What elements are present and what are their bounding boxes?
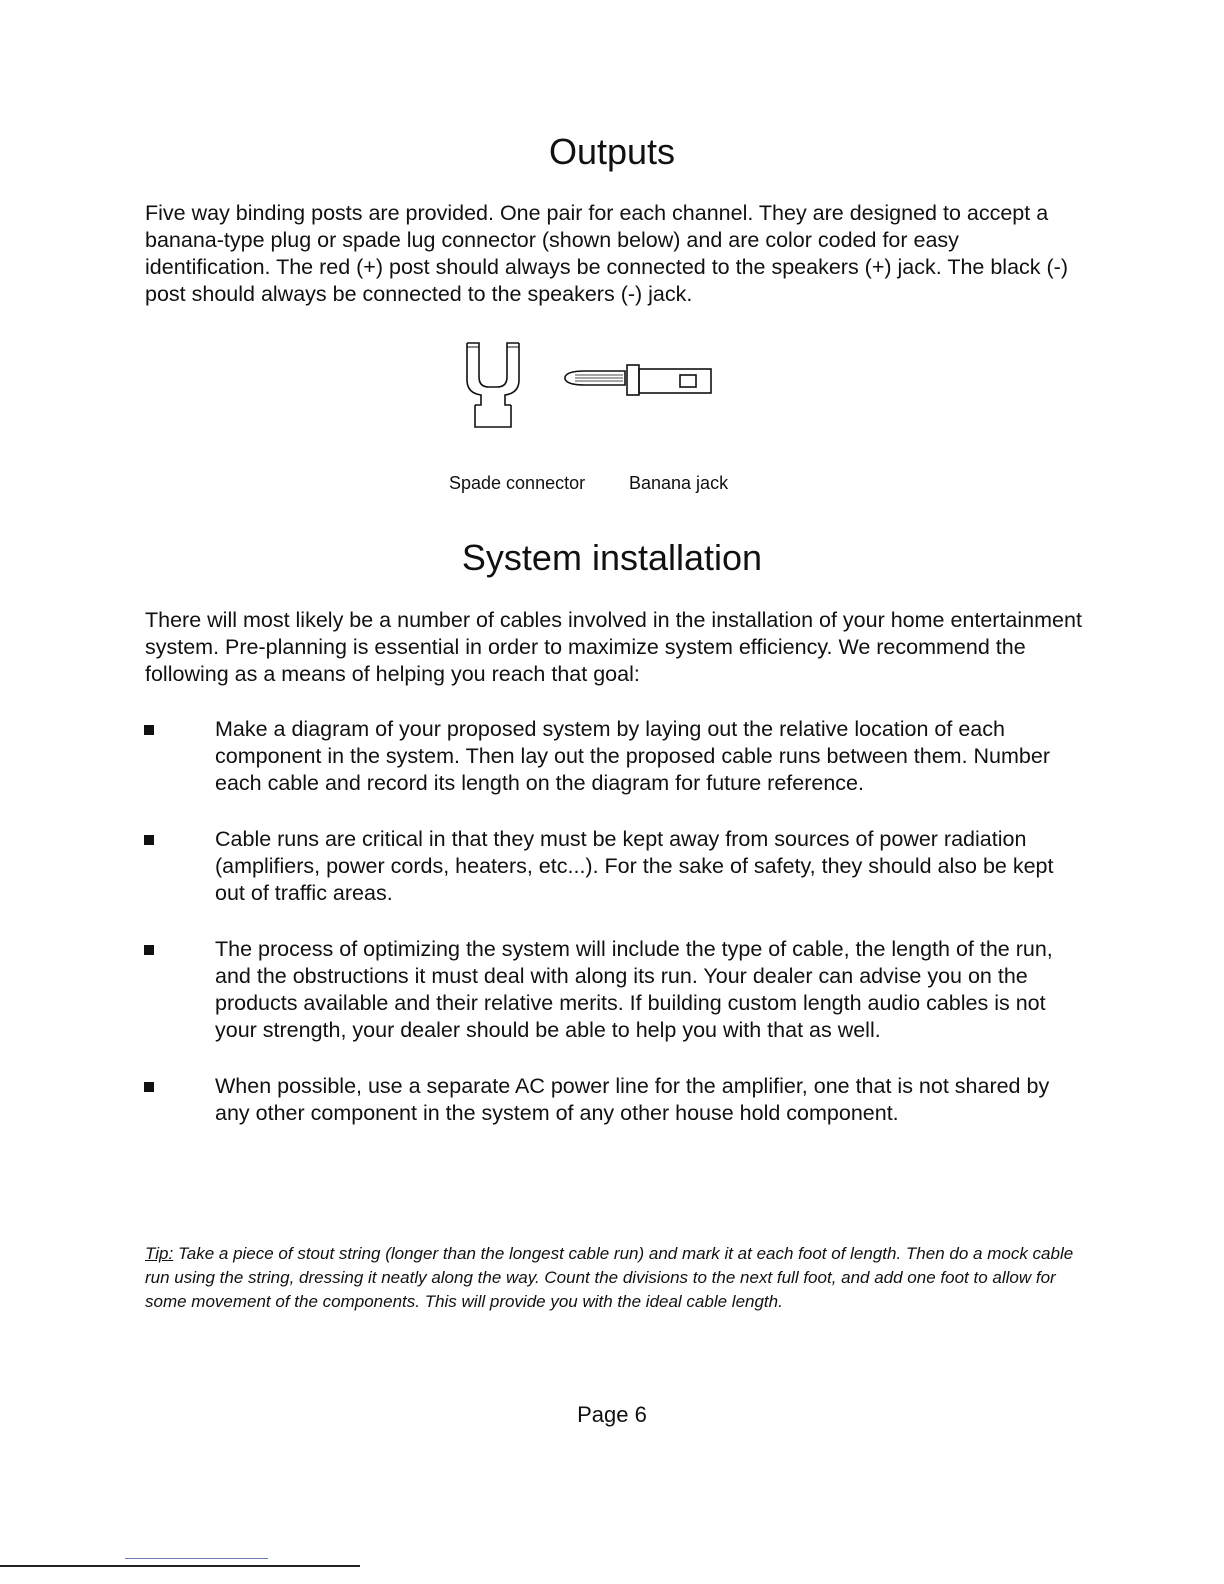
page-number: Page 6: [577, 1402, 647, 1427]
tip-note: [145, 1242, 1075, 1314]
outputs-paragraph: Five way binding posts are provided. One pair for each channel. They are designed to accept a banana-type plug or spade lug connector (shown below) and are color coded for easy identification. The red (+) post should always be connected to the speakers (+) jack. The black (-) post should always be connected to the speakers (-) jack.: [145, 201, 1068, 306]
list-item: [140, 1073, 1080, 1127]
connector-figure: [455, 335, 755, 445]
list-item: [140, 826, 1080, 907]
bullet-icon: [144, 945, 154, 955]
bullet-icon: [144, 835, 154, 845]
list-item-text: The process of optimizing the system will include the type of cable, the length of the run, and the obstructions it must deal with along its run. Your dealer can advise you on the products available and their relative merits. If building custom length audio cables is not your strength, your dealer should be able to help you with that as well.: [215, 937, 1053, 1042]
tip-label: Tip:: [145, 1244, 174, 1263]
spade-connector-icon: [467, 343, 519, 427]
list-item-text: When possible, use a separate AC power line for the amplifier, one that is not shared by any other component in the system of any other house hold component.: [215, 1074, 1050, 1125]
bullet-icon: [144, 1082, 154, 1092]
scan-artifact-line: [0, 1565, 360, 1567]
list-item-text: Cable runs are critical in that they must be kept away from sources of power radiation (amplifiers, power cords, heaters, etc...). For the sake of safety, they should also be kept out of traffic areas.: [215, 827, 1054, 905]
list-item-text: Make a diagram of your proposed system by laying out the relative location of each component in the system. Then lay out the proposed cable runs between them. Number each cable and record its length on the diagram for future reference.: [215, 717, 1050, 795]
list-item: [140, 936, 1080, 1044]
caption-banana-jack: Banana jack: [629, 473, 729, 493]
list-item: [140, 716, 1080, 797]
installation-bullet-list: [140, 716, 1080, 1156]
installation-intro: There will most likely be a number of cables involved in the installation of your home entertainment system. Pre-planning is essential in order to maximize system efficiency. We recommend the following as a means of helping you reach that goal:: [145, 608, 1082, 686]
installation-heading: System installation: [461, 537, 763, 578]
outputs-heading: Outputs: [548, 131, 676, 172]
tip-text: Take a piece of stout string (longer than the longest cable run) and mark it at each foot of length. Then do a mock cable run using the string, dressing it neatly along the way. Count the divisions to the next full foot, and add one foot to allow for some movement of the components. This will provide you with the ideal cable length.: [145, 1244, 1074, 1311]
bullet-icon: [144, 725, 154, 735]
scan-artifact-line: [125, 1558, 268, 1559]
banana-jack-icon: [565, 365, 711, 395]
caption-spade-connector: Spade connector: [449, 473, 586, 493]
